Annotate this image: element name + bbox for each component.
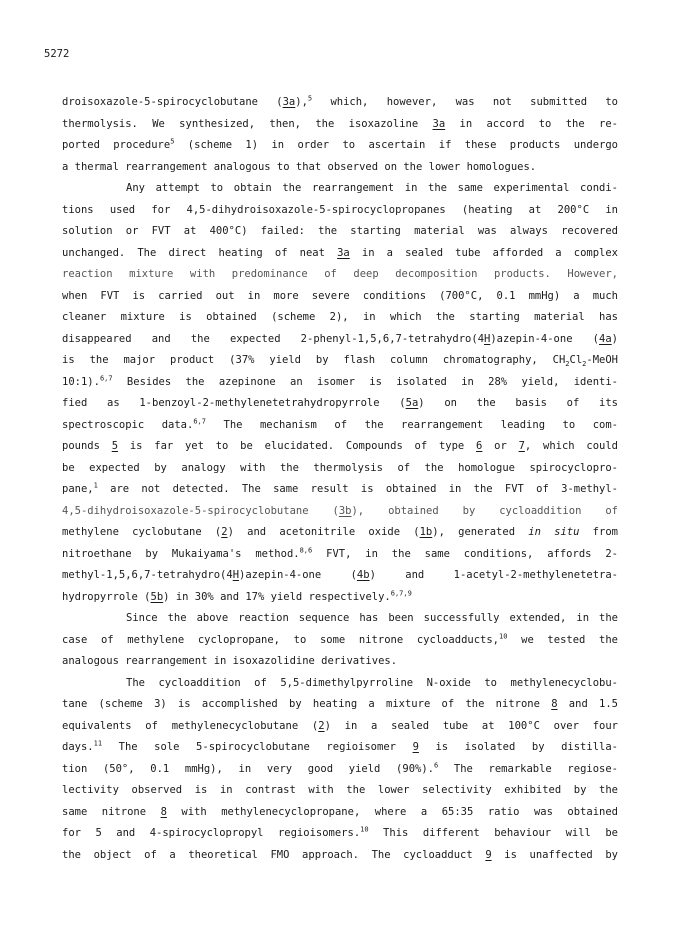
text-line: hydropyrrole (5b) in 30% and 17% yield respectively.$^{6,7,9}$ (62, 589, 412, 603)
text-line: thermolysis. We synthesized, then, the isoxazoline 3a in accord to the re- (62, 117, 618, 130)
text-line: methylene cyclobutane (2) and acetonitrile oxide (1b), generated in situ from (62, 526, 618, 538)
body-text (62, 92, 618, 866)
text-line: pounds 5 is far yet to be elucidated. Compounds of type 6 or 7, which could (62, 440, 618, 452)
text-line: Any attempt to obtain the rearrangement in the same experimental condi- (126, 182, 618, 194)
text-line: case of methylene cyclopropane, to some nitrone cycloadducts,$^{10}$ we tested the (62, 632, 618, 646)
text-line: tions used for 4,5-dihydroisoxazole-5-spirocyclopropanes (heating at 200°C in (62, 203, 618, 216)
text-line: methyl-1,5,6,7-tetrahydro(4H)azepin-4-one (4b) and 1-acetyl-2-methylenetetra- (62, 569, 618, 581)
text-line: The cycloaddition of 5,5-dimethylpyrroline N-oxide to methylenecyclobu- (126, 676, 618, 689)
text-line: the object of a theoretical FMO approach. The cycloadduct 9 is unaffected by (62, 848, 618, 861)
text-line: fied as 1-benzoyl-2-methylenetetrahydropyrrole (5a) on the basis of its (62, 397, 618, 409)
text-line: reaction mixture with predominance of deep decomposition products. However, (62, 268, 618, 280)
text-line: 10:1).$^{6,7}$ Besides the azepinone an isomer is isolated in 28% yield, identi- (62, 374, 618, 388)
text-line: nitroethane by Mukaiyama's method.$^{8,6}$ FVT, in the same conditions, affords 2- (62, 546, 618, 560)
text-line: equivalents of methylenecyclobutane (2) in a sealed tube at 100°C over four (62, 719, 618, 732)
text-line: unchanged. The direct heating of neat 3a in a sealed tube afforded a complex (62, 246, 618, 259)
text-line: be expected by analogy with the thermolysis of the homologue spirocyclopro- (62, 461, 618, 474)
text-line: when FVT is carried out in more severe conditions (700°C, 0.1 mmHg) a much (62, 289, 618, 302)
text-line: droisoxazole-5-spirocyclobutane (3a),$^5$ which, however, was not submitted to (62, 94, 618, 108)
text-line: a thermal rearrangement analogous to that observed on the lower homologues. (62, 160, 537, 173)
text-line: solution or FVT at 400°C) failed: the starting material was always recovered (62, 225, 618, 237)
text-line: is the major product (37% yield by flash column chromatography, $CH_2Cl_2$-MeOH (62, 354, 618, 369)
text-line: tion (50°, 0.1 mmHg), in very good yield (90%).$^6$ The remarkable regiose- (62, 761, 618, 775)
text-line: days.$^{11}$ The sole 5-spirocyclobutane regioisomer 9 is isolated by distilla- (62, 739, 618, 753)
text-line: cleaner mixture is obtained (scheme 2), in which the starting material has (62, 311, 618, 323)
text-line: tane (scheme 3) is accomplished by heating a mixture of the nitrone 8 and 1.5 (62, 698, 618, 710)
text-line: for 5 and 4-spirocyclopropyl regioisomers.$^{10}$ This different behaviour will be (62, 825, 618, 839)
text-line: lectivity observed is in contrast with the lower selectivity exhibited by the (62, 784, 618, 796)
text-line: same nitrone 8 with methylenecyclopropane, where a 65:35 ratio was obtained (62, 805, 618, 818)
text-line: pane,$^1$ are not detected. The same result is obtained in the FVT of 3-methyl- (62, 481, 618, 495)
text-line: spectroscopic data.$^{6,7}$ The mechanism of the rearrangement leading to com- (62, 417, 618, 431)
text-line: analogous rearrangement in isoxazolidine derivatives. (62, 655, 398, 667)
text-line: disappeared and the expected 2-phenyl-1,5,6,7-tetrahydro(4H)azepin-4-one (4a) (62, 332, 618, 345)
text-line: Since the above reaction sequence has been successfully extended, in the (126, 612, 618, 624)
text-line: ported procedure$^5$ (scheme 1) in order to ascertain if these products undergo (62, 137, 618, 151)
text-line: 4,5-dihydroisoxazole-5-spirocyclobutane (3b), obtained by cycloaddition of (62, 504, 618, 517)
page-number: 5272 (44, 48, 70, 60)
